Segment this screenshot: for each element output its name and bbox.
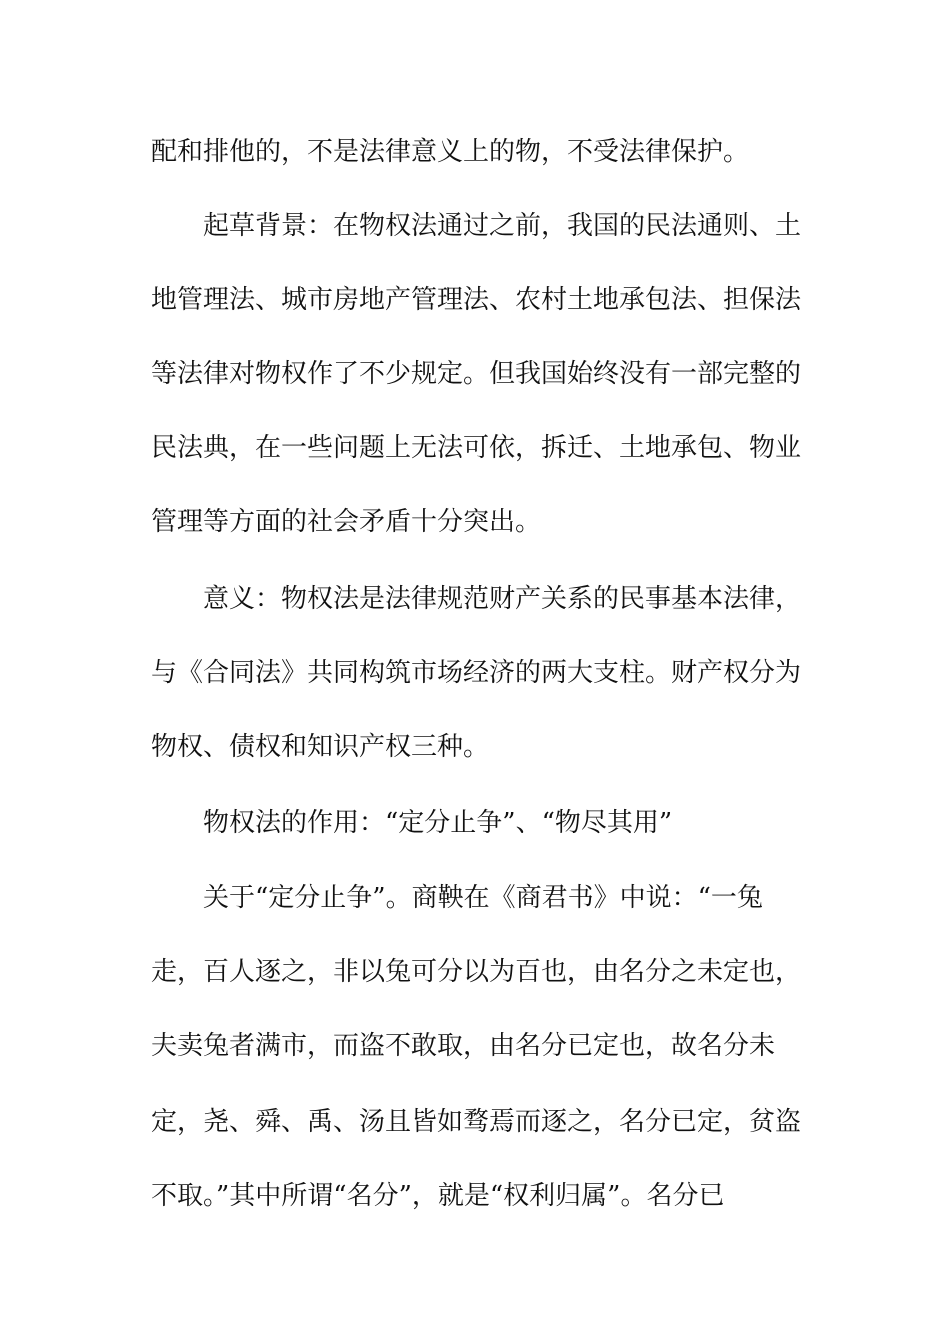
text-line: 夫卖兔者满市，而盗不敢取，由名分已定也，故名分未 [151, 1031, 776, 1061]
paragraph-start-line: 意义：物权法是法律规范财产关系的民事基本法律， [203, 584, 802, 614]
paragraph-start-line: 关于“定分止争”。商鞅在《商君书》中说：“一兔 [203, 883, 763, 913]
text-line: 走，百人逐之，非以兔可分以为百也，由名分之未定也， [151, 957, 802, 987]
text-line: 配和排他的，不是法律意义上的物，不受法律保护。 [151, 137, 750, 167]
text-line: 等法律对物权作了不少规定。但我国始终没有一部完整的 [151, 359, 802, 389]
text-line: 地管理法、城市房地产管理法、农村土地承包法、担保法 [151, 285, 802, 315]
text-line: 不取。”其中所谓“名分”，就是“权利归属”。名分已 [151, 1181, 725, 1211]
text-line: 与《合同法》共同构筑市场经济的两大支柱。财产权分为 [151, 658, 802, 688]
text-line: 定，尧、舜、禹、汤且皆如骛焉而逐之，名分已定，贫盗 [151, 1107, 802, 1137]
section-heading-line: 物权法的作用：“定分止争”、“物尽其用” [203, 808, 673, 838]
paragraph-start-line: 起草背景：在物权法通过之前，我国的民法通则、土 [203, 211, 802, 241]
text-line: 民法典，在一些问题上无法可依，拆迁、土地承包、物业 [151, 433, 802, 463]
text-line: 管理等方面的社会矛盾十分突出。 [151, 507, 542, 537]
text-line: 物权、债权和知识产权三种。 [151, 732, 490, 762]
